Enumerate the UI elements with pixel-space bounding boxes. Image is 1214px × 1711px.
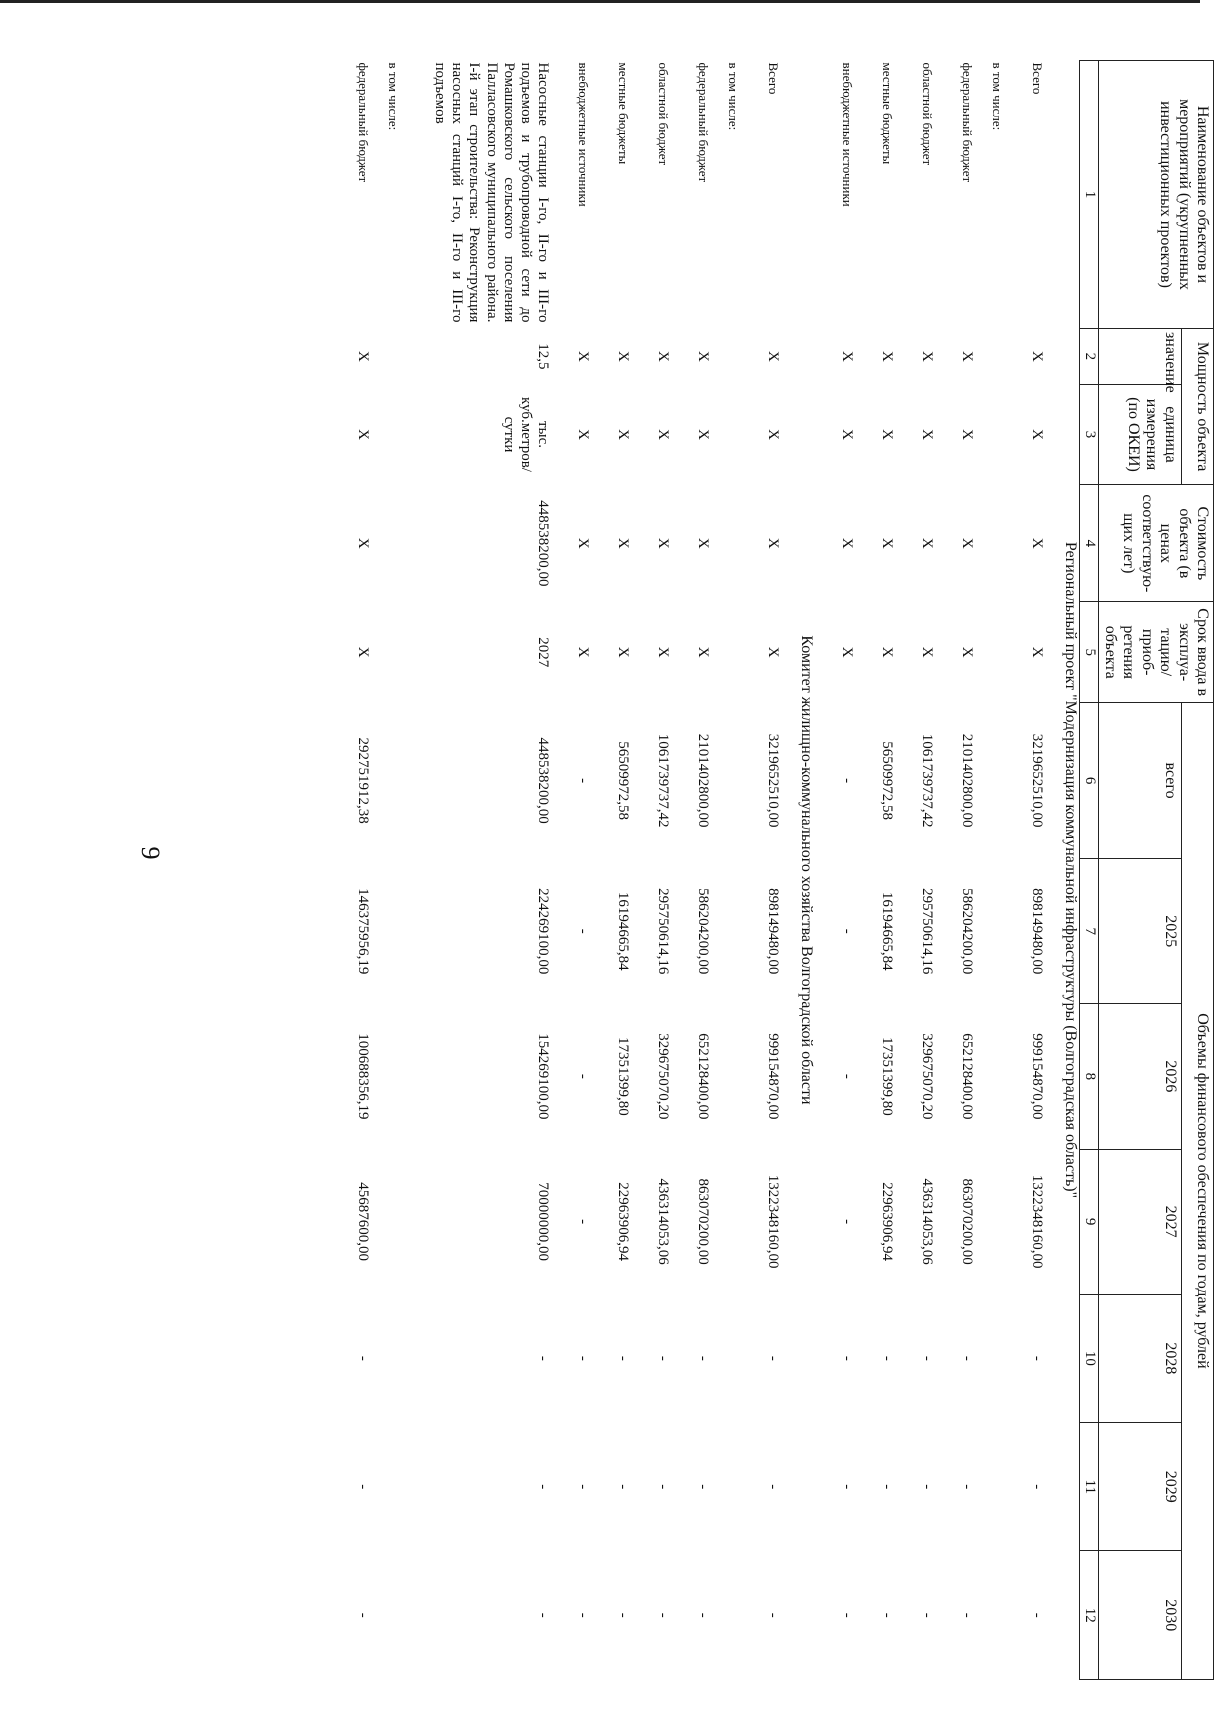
row-cell: X [959, 646, 976, 658]
row-cell: 1061739737,42 [655, 733, 672, 828]
row-cell: - [959, 1355, 976, 1361]
row-cell: X [615, 429, 632, 440]
row-cell: 2027 [535, 637, 552, 668]
row-cell: 154269100,00 [535, 1033, 552, 1120]
row-cell: - [839, 928, 856, 934]
row-cell: X [839, 537, 856, 549]
row-cell [371, 1551, 401, 1680]
table-row [591, 61, 631, 1680]
row-cell: - [535, 1484, 552, 1490]
row-cell: X [615, 646, 632, 658]
row-name: федеральный бюджет [960, 62, 976, 183]
row-cell: 295750614,16 [655, 888, 672, 975]
row-cell: X [959, 537, 976, 549]
page-number: 9 [136, 846, 165, 860]
row-cell: - [355, 1612, 372, 1618]
top-border-line [0, 0, 1200, 3]
row-name: в том числе: [386, 62, 402, 131]
row-cell: - [575, 928, 592, 934]
row-name: областной бюджет [656, 62, 672, 166]
row-cell: X [695, 350, 712, 362]
row-cell: 436314053,06 [655, 1178, 672, 1265]
row-cell: 898149480,00 [765, 888, 782, 975]
row-cell: 22963906,94 [879, 1182, 896, 1261]
table-row [741, 61, 781, 1680]
table-row [1005, 61, 1045, 1680]
row-cell: X [839, 350, 856, 362]
row-cell: - [839, 778, 856, 784]
row-cell: 329675070,20 [655, 1033, 672, 1120]
header-year: 2025 [1098, 859, 1181, 1004]
row-cell: X [839, 646, 856, 658]
row-cell: 70000000,00 [535, 1182, 552, 1261]
row-cell: - [879, 1355, 896, 1361]
row-cell: 17351399,80 [879, 1037, 896, 1116]
row-cell [711, 485, 741, 602]
row-cell: X [695, 537, 712, 549]
row-cell: 448538200,00 [535, 500, 552, 587]
row-cell: 295750614,16 [919, 888, 936, 975]
header-total: всего [1098, 702, 1181, 858]
header-object-name: Наименование объектов и мероприятий (укрупненных инвестиционных проектов) [1098, 61, 1213, 329]
row-name: федеральный бюджет [356, 62, 372, 183]
row-cell: - [355, 1484, 372, 1490]
row-cell: 2101402800,00 [959, 733, 976, 828]
row-cell: - [535, 1612, 552, 1618]
row-cell: - [765, 1612, 782, 1618]
table-header [1080, 61, 1214, 1680]
row-cell: X [695, 646, 712, 658]
column-index: 9 [1080, 1149, 1098, 1294]
row-cell: - [575, 1073, 592, 1079]
row-cell: X [1029, 429, 1046, 440]
row-cell [975, 485, 1005, 602]
table-row [671, 61, 711, 1680]
row-name: в том числе: [726, 62, 742, 131]
row-cell: 586204200,00 [959, 888, 976, 975]
row-cell: X [575, 429, 592, 440]
row-cell [975, 1149, 1005, 1294]
row-name: местные бюджеты [616, 62, 632, 165]
column-index: 1 [1080, 61, 1098, 329]
column-index: 7 [1080, 859, 1098, 1004]
row-cell: тыс. куб.метров/ сутки [501, 397, 552, 472]
row-cell [711, 702, 741, 858]
row-cell: - [615, 1612, 632, 1618]
row-cell: X [879, 429, 896, 440]
row-cell: - [655, 1484, 672, 1490]
row-cell: X [879, 537, 896, 549]
column-index: 12 [1080, 1551, 1098, 1680]
row-cell [711, 1149, 741, 1294]
row-cell [371, 859, 401, 1004]
row-cell: - [575, 1612, 592, 1618]
row-cell: 999154870,00 [765, 1033, 782, 1120]
header-cost: Стоимость объекта (в ценах соответствую-щих лет) [1098, 485, 1213, 602]
financing-table-sheet [170, 60, 1214, 1680]
header-power-value: значение [1098, 328, 1181, 384]
row-cell: - [879, 1612, 896, 1618]
column-index: 10 [1080, 1294, 1098, 1422]
header-power: Мощность объекта [1181, 328, 1213, 484]
row-cell [711, 1004, 741, 1149]
table-row [551, 61, 591, 1680]
row-cell [975, 602, 1005, 702]
row-cell: X [839, 429, 856, 440]
header-finance: Объемы финансового обеспечения по годам, рублей [1181, 702, 1213, 1679]
row-cell: 292751912,38 [355, 737, 372, 824]
row-cell [975, 1551, 1005, 1680]
row-name: Всего [766, 62, 782, 95]
table-row [975, 61, 1005, 1680]
row-cell [371, 1294, 401, 1422]
row-cell: 999154870,00 [1029, 1033, 1046, 1120]
row-cell: - [615, 1355, 632, 1361]
column-index: 5 [1080, 602, 1098, 702]
column-index: 6 [1080, 702, 1098, 858]
table-row [895, 61, 935, 1680]
table-row [855, 61, 895, 1680]
row-cell: 2101402800,00 [695, 733, 712, 828]
row-cell [711, 1294, 741, 1422]
row-cell: X [765, 537, 782, 549]
row-cell: - [919, 1355, 936, 1361]
row-cell [371, 485, 401, 602]
row-cell: X [575, 537, 592, 549]
row-cell: X [765, 429, 782, 440]
column-index: 11 [1080, 1423, 1098, 1551]
row-cell: - [765, 1484, 782, 1490]
row-cell: - [535, 1355, 552, 1361]
row-cell: - [655, 1612, 672, 1618]
row-cell: 448538200,00 [535, 737, 552, 824]
row-cell: 329675070,20 [919, 1033, 936, 1120]
row-cell [371, 702, 401, 858]
table-row [815, 61, 855, 1680]
row-cell [711, 1423, 741, 1551]
row-cell: - [575, 1219, 592, 1225]
row-cell: 16194665,84 [615, 891, 632, 971]
row-cell: 3219652510,00 [765, 733, 782, 828]
header-power-unit: единица измерения (по ОКЕИ) [1098, 384, 1181, 484]
row-cell: - [695, 1355, 712, 1361]
row-cell: - [765, 1355, 782, 1361]
table-row [935, 61, 975, 1680]
row-cell: X [765, 350, 782, 362]
row-cell: 863070200,00 [959, 1178, 976, 1265]
row-cell: 224269100,00 [535, 888, 552, 975]
row-cell: - [355, 1355, 372, 1361]
row-cell: 100688356,19 [355, 1033, 372, 1120]
row-cell [711, 859, 741, 1004]
row-cell: 17351399,80 [615, 1037, 632, 1116]
row-cell: - [959, 1484, 976, 1490]
row-cell: 652128400,00 [695, 1033, 712, 1120]
row-cell [711, 1551, 741, 1680]
row-cell: X [959, 429, 976, 440]
row-cell: X [919, 537, 936, 549]
row-cell [371, 1423, 401, 1551]
row-cell: 22963906,94 [615, 1182, 632, 1261]
header-year: 2026 [1098, 1004, 1181, 1149]
row-cell: - [575, 1355, 592, 1361]
row-cell [975, 328, 1005, 384]
row-cell: 898149480,00 [1029, 888, 1046, 975]
row-cell: X [355, 429, 372, 440]
row-cell: - [839, 1073, 856, 1079]
row-cell [975, 702, 1005, 858]
row-cell: - [695, 1484, 712, 1490]
row-cell: 1322348160,00 [765, 1174, 782, 1269]
row-name: внебюджетные источники [576, 62, 592, 207]
row-cell [711, 384, 741, 484]
row-cell: X [695, 429, 712, 440]
row-cell [371, 384, 401, 484]
row-cell: X [355, 646, 372, 658]
row-cell: - [1029, 1612, 1046, 1618]
header-year: 2029 [1098, 1423, 1181, 1551]
row-cell [371, 1149, 401, 1294]
row-name: Всего [1030, 62, 1046, 95]
row-cell: X [655, 646, 672, 658]
row-cell: X [1029, 350, 1046, 362]
table-row [371, 61, 401, 1680]
row-name: в том числе: [990, 62, 1006, 131]
header-year: 2030 [1098, 1551, 1181, 1680]
row-cell: 146375956,19 [355, 888, 372, 975]
row-cell: X [919, 646, 936, 658]
row-cell [371, 328, 401, 384]
row-name: местные бюджеты [880, 62, 896, 165]
row-cell: 652128400,00 [959, 1033, 976, 1120]
row-cell: X [879, 350, 896, 362]
column-index: 8 [1080, 1004, 1098, 1149]
row-cell: - [919, 1612, 936, 1618]
section-title: Региональный проект "Модернизация коммунальной инфраструктуры (Волгоградская область)" [1062, 541, 1080, 1199]
row-cell: - [1029, 1355, 1046, 1361]
row-cell: - [919, 1484, 936, 1490]
row-cell [975, 384, 1005, 484]
header-year: 2028 [1098, 1294, 1181, 1422]
column-index: 4 [1080, 485, 1098, 602]
row-cell: 56509972,58 [879, 741, 896, 820]
table-row [331, 61, 371, 1680]
row-cell: X [615, 537, 632, 549]
row-cell: 16194665,84 [879, 891, 896, 971]
row-cell [975, 1004, 1005, 1149]
row-cell [975, 1294, 1005, 1422]
row-cell: X [879, 646, 896, 658]
row-cell: 863070200,00 [695, 1178, 712, 1265]
row-cell [711, 602, 741, 702]
row-cell: - [839, 1484, 856, 1490]
row-cell: 586204200,00 [695, 888, 712, 975]
row-cell: X [355, 537, 372, 549]
row-name: внебюджетные источники [840, 62, 856, 207]
row-cell: 436314053,06 [919, 1178, 936, 1265]
row-cell: X [919, 429, 936, 440]
row-cell: X [615, 350, 632, 362]
row-cell: X [765, 646, 782, 658]
row-cell: 1061739737,42 [919, 733, 936, 828]
row-cell: - [615, 1484, 632, 1490]
row-cell [975, 1423, 1005, 1551]
table-row [401, 61, 551, 1680]
row-cell: X [355, 350, 372, 362]
column-index: 3 [1080, 384, 1098, 484]
table-body [331, 61, 1080, 1680]
row-cell: 3219652510,00 [1029, 733, 1046, 828]
row-cell: - [575, 778, 592, 784]
row-cell: - [839, 1355, 856, 1361]
row-cell: 45687600,00 [355, 1182, 372, 1261]
row-cell: X [575, 646, 592, 658]
row-name: Насосные станции I-го, II-го и III-го подъемов и трубопроводной сети до Ромашковского сельского поселения Палласовского муниципального района. I-й этап строительства: Реконструкция насосных станций I-го, II-го и III-го подъемов [431, 62, 552, 323]
row-cell: - [575, 1484, 592, 1490]
section-title: Комитет жилищно-коммунального хозяйства Волгоградской области [798, 635, 816, 1105]
row-cell: X [575, 350, 592, 362]
row-cell: - [655, 1355, 672, 1361]
financing-table [331, 60, 1214, 1680]
table-row [711, 61, 741, 1680]
row-cell: - [839, 1219, 856, 1225]
row-cell: X [919, 350, 936, 362]
header-term: Срок ввода в эксплуа-тацию/приоб-ретения объекта [1098, 602, 1213, 702]
row-cell: X [655, 350, 672, 362]
row-cell [371, 602, 401, 702]
row-cell [975, 859, 1005, 1004]
row-cell: X [1029, 646, 1046, 658]
row-cell: 1322348160,00 [1029, 1174, 1046, 1269]
row-cell: X [655, 429, 672, 440]
row-cell: 56509972,58 [615, 741, 632, 820]
row-cell: 12,5 [535, 343, 552, 370]
row-cell: X [655, 537, 672, 549]
row-name: федеральный бюджет [696, 62, 712, 183]
row-cell: - [879, 1484, 896, 1490]
row-cell: - [839, 1612, 856, 1618]
row-cell: - [959, 1612, 976, 1618]
row-name: областной бюджет [920, 62, 936, 166]
row-cell: X [1029, 537, 1046, 549]
column-index: 2 [1080, 328, 1098, 384]
table-row [631, 61, 671, 1680]
row-cell: - [1029, 1484, 1046, 1490]
row-cell [371, 1004, 401, 1149]
header-year: 2027 [1098, 1149, 1181, 1294]
row-cell: X [959, 350, 976, 362]
row-cell: - [695, 1612, 712, 1618]
row-cell [711, 328, 741, 384]
